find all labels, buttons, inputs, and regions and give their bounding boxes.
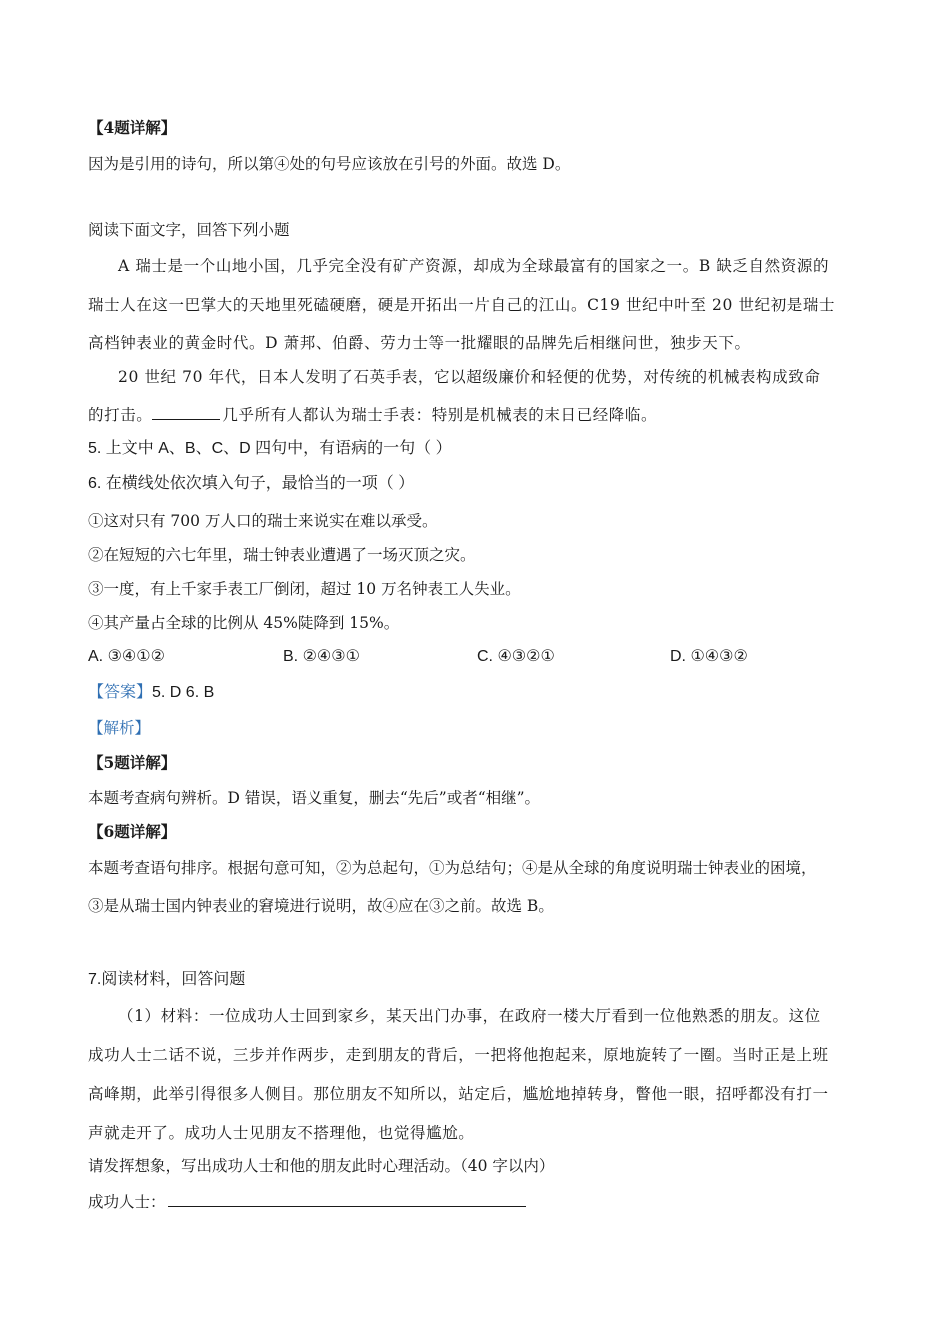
reading-intro: 阅读下面文字，回答下列小题 (88, 221, 290, 239)
material-line3: 高峰期，此举引得很多人侧目。那位朋友不知所以，站定后，尴尬地掉转身，瞥他一眼，招呼都没有打一 (88, 1085, 829, 1103)
sentence-1: ①这对只有 700 万人口的瑞士来说实在难以承受。 (88, 512, 438, 530)
sentence-2: ②在短短的六七年里，瑞士钟表业遭遇了一场灭顶之灾。 (88, 546, 476, 564)
answer-label: 【答案】 (88, 684, 153, 701)
successful-person-label: 成功人士： (88, 1193, 166, 1211)
sentence-4: ④其产量占全球的比例从 45%陡降到 15%。 (88, 614, 400, 632)
q5-detail-heading: 【5题详解】 (88, 753, 177, 772)
question-5: 5. 上文中 A、B、C、D 四句中，有语病的一句（ ） (88, 440, 452, 457)
passage-p2-after-blank: 几乎所有人都认为瑞士手表：特别是机械表的末日已经降临。 (222, 406, 658, 424)
analysis-label: 【解析】 (88, 719, 151, 737)
q4-explanation: 因为是引用的诗句，所以第④处的句号应该放在引号的外面。故选 D。 (88, 155, 571, 173)
passage-p2-before-blank: 的打击。 (88, 406, 153, 424)
option-d: D. ①④③② (670, 648, 748, 665)
option-a: A. ③④①② (88, 648, 165, 665)
question-6: 6. 在横线处依次填入句子，最恰当的一项（ ） (88, 475, 415, 492)
fill-in-blank (152, 405, 220, 420)
material-line4: 声就走开了。成功人士见朋友不搭理他，也觉得尴尬。 (88, 1124, 475, 1142)
passage-p2-line2 (88, 405, 657, 425)
option-c: C. ④③②① (477, 648, 555, 665)
sentence-3: ③一度，有上千家手表工厂倒闭，超过 10 万名钟表工人失业。 (88, 580, 521, 598)
answer-text: 5. D 6. B (152, 684, 215, 701)
passage-p1-line2: 瑞士人在这一巴掌大的天地里死磕硬磨，硬是开拓出一片自己的江山。C19 世纪中叶至 20 世纪初是瑞士 (88, 296, 836, 314)
passage-p1-line1: A 瑞士是一个山地小国，几乎完全没有矿产资源，却成为全球最富有的国家之一。B 缺乏自然资源的 (118, 257, 830, 275)
material-line2: 成功人士二话不说，三步并作两步，走到朋友的背后，一把将他抱起来，原地旋转了一圈。当时正是上班 (88, 1046, 829, 1064)
q6-detail-heading: 【6题详解】 (88, 822, 177, 841)
passage-p2-line1: 20 世纪 70 年代，日本人发明了石英手表，它以超级廉价和轻便的优势，对传统的机械表构成致命 (118, 368, 821, 386)
q4-detail-heading: 【4题详解】 (88, 118, 177, 137)
question-7-title: 7.阅读材料，回答问题 (88, 971, 246, 988)
passage-p1-line3: 高档钟表业的黄金时代。D 萧邦、伯爵、劳力士等一批耀眼的品牌先后相继问世，独步天下。 (88, 334, 751, 352)
answer-blank (168, 1190, 526, 1207)
q6-explanation-line1: 本题考查语句排序。根据句意可知，②为总起句，①为总结句；④是从全球的角度说明瑞士钟表业的困境， (88, 859, 817, 877)
option-b: B. ②④③① (283, 648, 360, 665)
material-line1: （1）材料：一位成功人士回到家乡，某天出门办事，在政府一楼大厅看到一位他熟悉的朋友。这位 (118, 1007, 821, 1025)
question-7-prompt: 请发挥想象，写出成功人士和他的朋友此时心理活动。（40 字以内） (88, 1157, 555, 1175)
q6-explanation-line2: ③是从瑞士国内钟表业的窘境进行说明，故④应在③之前。故选 B。 (88, 897, 554, 915)
answer-line (88, 683, 214, 703)
answer-line-successful-person (88, 1190, 526, 1212)
q5-explanation: 本题考查病句辨析。D 错误，语义重复，删去“先后”或者“相继”。 (88, 789, 541, 807)
